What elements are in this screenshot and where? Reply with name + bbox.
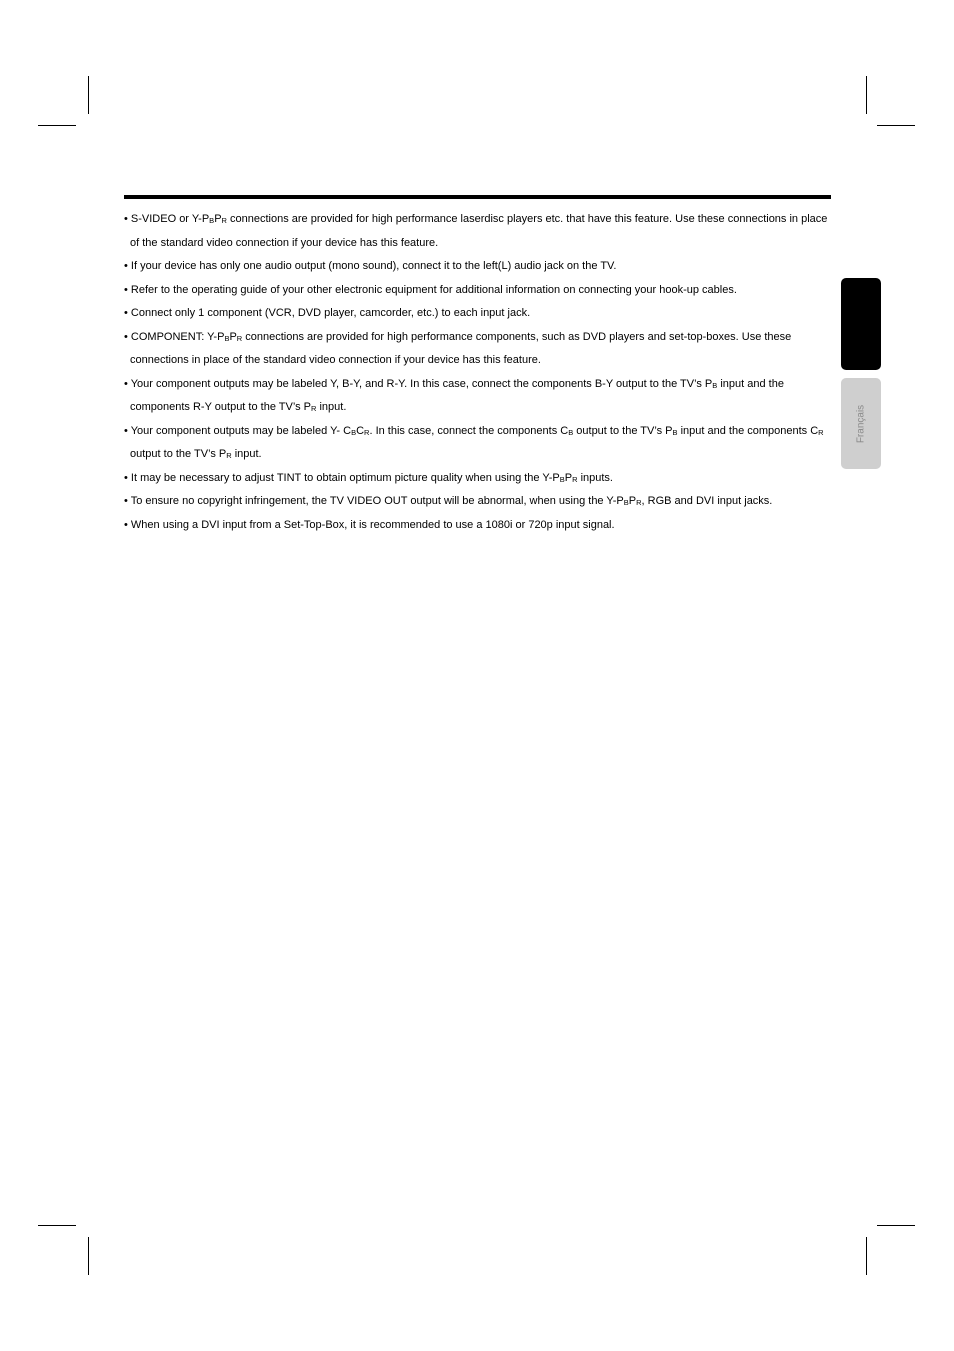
note-item — [124, 302, 836, 326]
note-text: P — [564, 471, 573, 484]
language-tab-active[interactable] — [841, 278, 881, 370]
note-text: connections are provided for high performance laserdisc players etc. that have this feature. Use these connections in place of the standard video connection if your device has this feature. — [130, 213, 828, 249]
note-text: • If your device has only one audio output (mono sound), connect it to the left(L) audio jack on the TV. — [124, 260, 617, 272]
note-text: connections are provided for high performance components, such as DVD players and set-top-boxes. Use these connections in place of the standard video connection if your device has this feature. — [130, 330, 792, 366]
note-text: C — [356, 424, 365, 437]
note-item — [124, 467, 836, 491]
note-item — [124, 420, 836, 467]
note-text: • To ensure no copyright infringement, the TV VIDEO OUT output will be abnormal, when using the Y-P — [124, 495, 624, 507]
note-item — [124, 279, 836, 303]
note-subscript: B — [623, 498, 629, 507]
note-text: • It may be necessary to adjust TINT to obtain optimum picture quality when using the Y-P — [124, 471, 560, 484]
crop-mark — [38, 125, 76, 126]
crop-mark — [88, 1237, 89, 1275]
note-subscript: R — [226, 451, 232, 460]
note-text: input. — [231, 448, 262, 460]
note-text: , RGB and DVI input jacks. — [641, 495, 773, 507]
note-text: • Your component outputs may be labeled Y, B-Y, and R-Y. In this case, connect the components B-Y output to the TV’s P — [124, 377, 713, 390]
crop-mark — [866, 76, 867, 114]
language-tab-french[interactable] — [841, 378, 881, 469]
note-text: input and the components R-Y output to the TV’s P — [130, 377, 784, 413]
note-subscript: R — [818, 427, 824, 437]
note-text: input and the components C — [677, 424, 819, 437]
notes-list — [124, 208, 836, 537]
note-subscript: B — [351, 427, 357, 437]
note-text: input. — [316, 401, 347, 413]
note-item — [124, 326, 836, 373]
note-text: • S-VIDEO or Y-P — [124, 213, 210, 225]
note-item — [124, 255, 836, 279]
note-item — [124, 208, 836, 255]
note-text: • Refer to the operating guide of your other electronic equipment for additional information on connecting your hook-up cables. — [124, 283, 737, 296]
note-text: inputs. — [577, 471, 613, 484]
note-text: P — [628, 495, 637, 507]
note-item — [124, 490, 836, 514]
header-rule — [124, 195, 831, 199]
note-subscript: R — [236, 333, 243, 343]
note-subscript: B — [672, 427, 678, 437]
note-text: P — [214, 213, 222, 225]
note-text: • COMPONENT: Y-P — [124, 330, 225, 343]
note-subscript: B — [559, 474, 565, 484]
note-subscript: R — [311, 404, 317, 413]
note-text: • Connect only 1 component (VCR, DVD player, camcorder, etc.) to each input jack. — [124, 307, 531, 319]
note-text: • Your component outputs may be labeled Y- C — [124, 424, 352, 437]
note-subscript: R — [364, 427, 370, 437]
note-subscript: R — [636, 498, 642, 507]
note-text: output to the TV’s P — [573, 424, 673, 437]
crop-mark — [88, 76, 89, 114]
crop-mark — [877, 125, 915, 126]
crop-mark — [38, 1225, 76, 1226]
note-text: . In this case, connect the components C — [369, 424, 569, 437]
note-text: P — [229, 330, 237, 343]
crop-mark — [877, 1225, 915, 1226]
note-subscript: R — [572, 474, 578, 484]
note-item — [124, 514, 836, 538]
note-subscript: B — [712, 380, 718, 390]
note-item — [124, 373, 836, 420]
note-subscript: B — [209, 216, 215, 225]
language-tab-label: Français — [855, 404, 867, 443]
note-subscript: R — [221, 216, 227, 225]
note-subscript: B — [568, 427, 574, 437]
note-text: • When using a DVI input from a Set-Top-Box, it is recommended to use a 1080i or 720p input signal. — [124, 518, 615, 531]
note-subscript: B — [224, 333, 230, 343]
crop-mark — [866, 1237, 867, 1275]
note-text: output to the TV’s P — [130, 448, 227, 460]
